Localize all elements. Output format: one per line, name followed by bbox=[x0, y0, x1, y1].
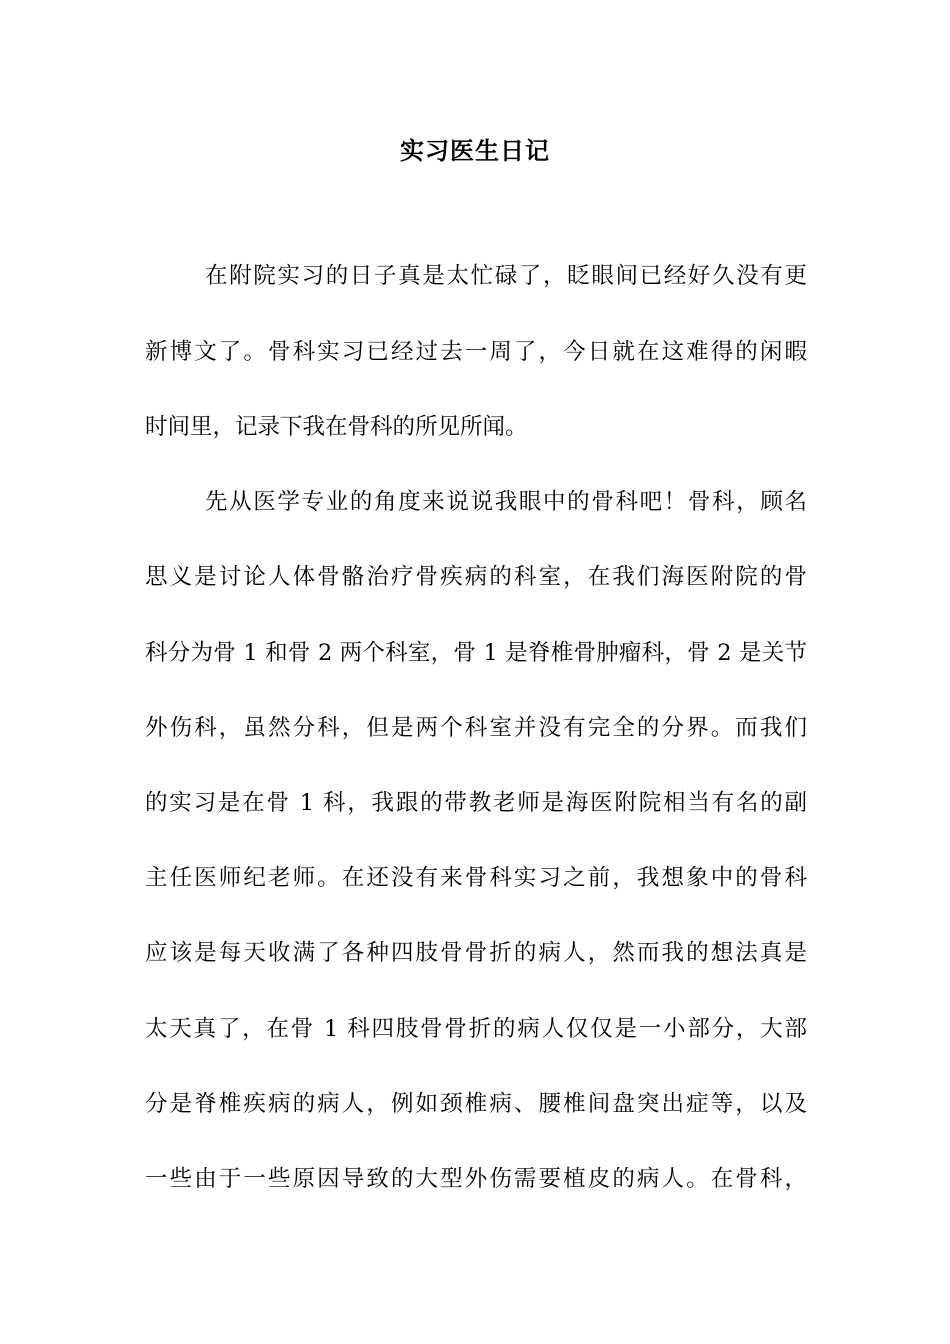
paragraph-2-line-1: 先从医学专业的角度来说说我眼中的骨科吧！骨科，顾名 bbox=[205, 489, 807, 515]
paragraph-2-line-2: 思义是讨论人体骨骼治疗骨疾病的科室，在我们海医附院的骨 bbox=[145, 564, 807, 590]
paragraph-1-line-2: 新博文了。骨科实习已经过去一周了，今日就在这难得的闲暇 bbox=[145, 339, 807, 365]
paragraph-2-line-7: 应该是每天收满了各种四肢骨骨折的病人，然而我的想法真是 bbox=[145, 940, 807, 966]
paragraph-2-line-6: 主任医师纪老师。在还没有来骨科实习之前，我想象中的骨科 bbox=[145, 865, 807, 891]
paragraph-2-line-9: 分是脊椎疾病的病人，例如颈椎病、腰椎间盘突出症等，以及 bbox=[145, 1091, 807, 1117]
document-title: 实习医生日记 bbox=[400, 136, 550, 165]
paragraph-2-line-4: 外伤科，虽然分科，但是两个科室并没有完全的分界。而我们 bbox=[145, 715, 807, 741]
paragraph-2-line-10: 一些由于一些原因导致的大型外伤需要植皮的病人。在骨科， bbox=[145, 1166, 807, 1192]
paragraph-2-line-8: 太天真了，在骨 1 科四肢骨骨折的病人仅仅是一小部分，大部 bbox=[145, 1016, 807, 1042]
paragraph-2-line-3: 科分为骨 1 和骨 2 两个科室，骨 1 是脊椎骨肿瘤科，骨 2 是关节 bbox=[145, 640, 807, 666]
paragraph-2-line-5: 的实习是在骨 1 科，我跟的带教老师是海医附院相当有名的副 bbox=[145, 790, 807, 816]
paragraph-1-line-1: 在附院实习的日子真是太忙碌了，眨眼间已经好久没有更 bbox=[205, 263, 807, 289]
paragraph-1-line-3: 时间里，记录下我在骨科的所见所闻。 bbox=[145, 414, 528, 440]
